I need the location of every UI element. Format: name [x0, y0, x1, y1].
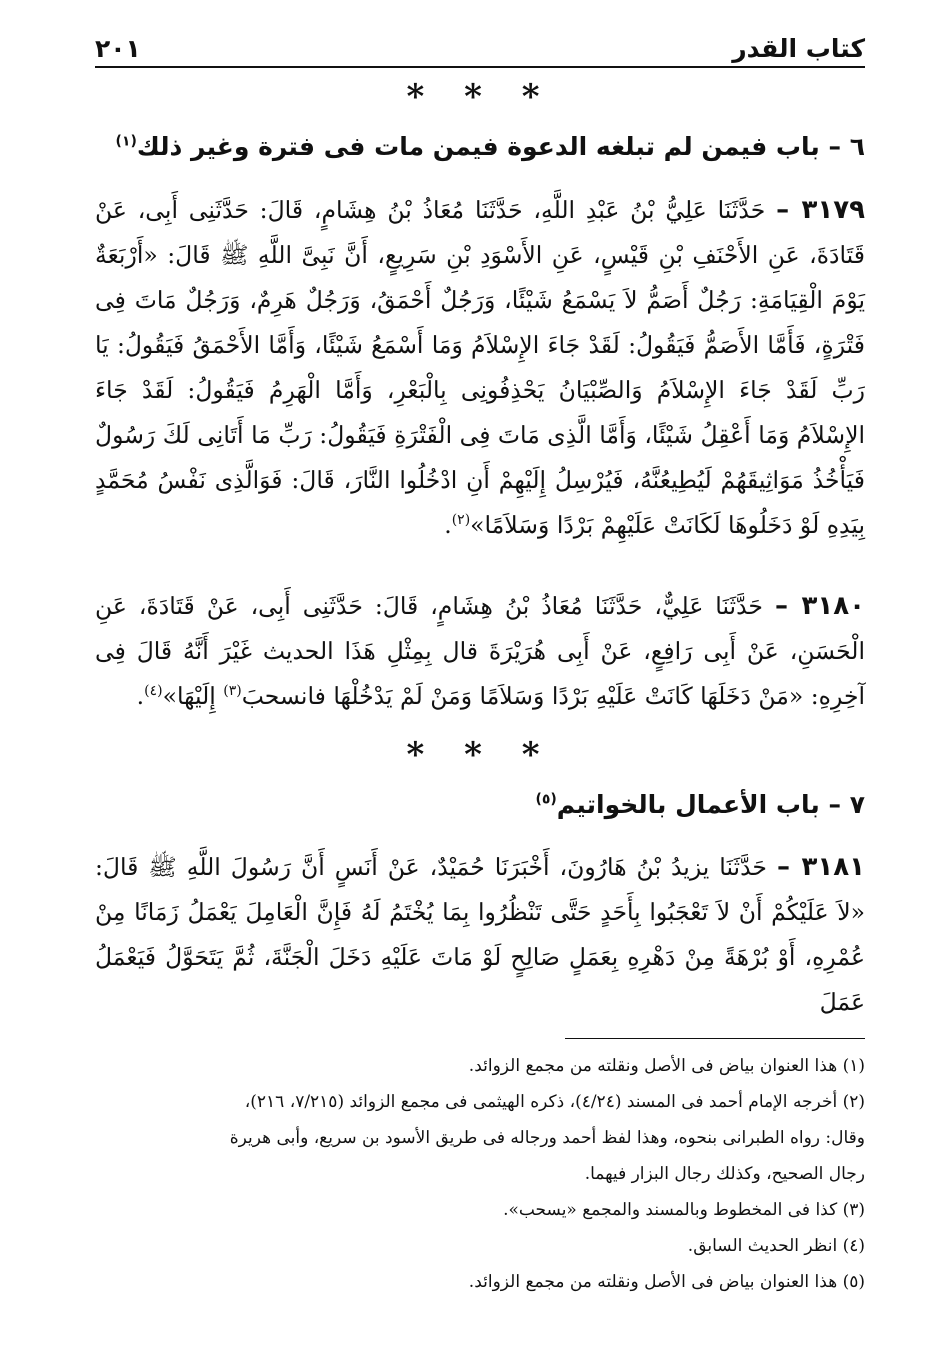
hadith-number: ٣١٧٩ – — [776, 195, 865, 225]
sentence-end: . — [444, 511, 452, 539]
footnote-line: (١) هذا العنوان بياض فى الأصل ونقلته من مجمع الزوائد. — [468, 1056, 865, 1076]
footnote-ref: (٢) — [451, 512, 471, 529]
sentence-end: . — [136, 682, 145, 710]
footnote-ref: (١) — [115, 133, 137, 150]
chapter-title: ٦ – باب فيمن لم تبلغه الدعوة فيمن مات فى فترة وغير ذلك — [136, 132, 865, 161]
hadith-3181 — [95, 845, 865, 1025]
footnote-ref: (٥) — [535, 791, 557, 808]
footnote-line: (٣) كذا فى المخطوط وبالمسند والمجمع «يسحب». — [503, 1200, 865, 1220]
chapter-heading-7 — [535, 790, 865, 819]
footnote-2 — [95, 1084, 865, 1192]
footnotes — [95, 1048, 865, 1300]
footnote-line: (٢) أخرجه الإمام أحمد فى المسند (٤/٢٤)، ذكره الهيثمى فى مجمع الزوائد (٧/٢١٥، ٢١٦)، — [244, 1092, 865, 1112]
hadith-text-end: إِلَيْهَا» — [162, 682, 224, 710]
footnote-line: وقال: رواه الطبرانى بنحوه، وهذا لفظ أحمد ورجاله فى طريق الأسود بن سريع، وأبى هريرة — [229, 1128, 865, 1148]
footnote-5 — [95, 1264, 865, 1300]
hadith-3180 — [95, 584, 865, 719]
page-number: ٢٠١ — [95, 34, 141, 63]
chapter-heading-6 — [115, 132, 865, 161]
hadith-text: حَدَّثَنَا يزيدُ بْنُ هَارُونَ، أَخْبَرَنَا حُمَيْدٌ، عَنْ أَنَسٍ أَنَّ رَسُولَ اللَّهِ ﷺ قَالَ: «لاَ عَلَيْكُمْ أَنْ لاَ تَعْجَبُوا بِأَحَدٍ حَتَّى تَنْظُرُوا بِمَا يُخْتَمُ لَهُ فَإِنَّ الْعَامِلَ يَعْمَلُ زَمَانًا مِنْ عُمْرِهِ، أَوْ بُرْهَةً مِنْ دَهْرِهِ بِعَمَلٍ صَالِحٍ لَوْ مَاتَ عَلَيْهِ دَخَلَ الْجَنَّةَ، ثُمَّ يَتَحَوَّلُ فَيَعْمَلُ عَمَلَ — [95, 853, 865, 1016]
running-header — [95, 22, 865, 68]
footnote-separator — [565, 1038, 865, 1039]
footnote-3 — [95, 1192, 865, 1228]
hadith-number: ٣١٨٠ – — [774, 591, 865, 621]
footnote-line: رجال الصحيح، وكذلك رجال البزار فيهما. — [584, 1164, 865, 1184]
footnote-ref: (٤) — [144, 683, 163, 700]
hadith-3179 — [95, 188, 865, 548]
footnote-ref: (٣) — [223, 683, 242, 700]
footnote-line: (٤) انظر الحديث السابق. — [687, 1236, 865, 1256]
separator-stars: * * * — [406, 735, 554, 775]
footnote-4 — [95, 1228, 865, 1264]
hadith-text: حَدَّثَنَا عَلِيٌّ، حَدَّثَنَا مُعَاذُ بْنُ هِشَامٍ، قَالَ: حَدَّثَنِى أَبِى، عَنْ قَتَادَةَ، عَنِ الْحَسَنِ، عَنْ أَبِى رَافِعٍ، عَنْ أَبِى هُرَيْرَةَ قال بِمِثْلِ هَذَا الحديث غَيْرَ أَنَّهُ قَالَ فِى آخِرِهِ: «مَنْ دَخَلَهَا كَانَتْ عَلَيْهِ بَرْدًا وَسَلاَمًا وَمَنْ لَمْ يَدْخُلْهَا فانسحبَ — [95, 592, 865, 710]
hadith-number: ٣١٨١ – — [776, 852, 865, 882]
book-title: كتاب القدر — [732, 34, 865, 63]
chapter-title: ٧ – باب الأعمال بالخواتيم — [556, 790, 865, 819]
hadith-text: حَدَّثَنَا عَلِيُّ بْنُ عَبْدِ اللَّهِ، حَدَّثَنَا مُعَاذُ بْنُ هِشَامٍ، قَالَ: حَدَّثَنِى أَبِى، عَنْ قَتَادَةَ، عَنِ الأَحْنَفِ بْنِ قَيْسٍ، عَنِ الأَسْوَدِ بْنِ سَرِيعٍ، أَنَّ نَبِىَّ اللَّهِ ﷺ قَالَ: «أَرْبَعَةٌ يَوْمَ الْقِيَامَةِ: رَجُلٌ أَصَمُّ لاَ يَسْمَعُ شَيْئًا، وَرَجُلٌ أَحْمَقُ، وَرَجُلٌ هَرِمٌ، وَرَجُلٌ مَاتَ فِى فَتْرَةٍ، فَأَمَّا الأَصَمُّ فَيَقُولُ: لَقَدْ جَاءَ الإِسْلاَمُ وَمَا أَسْمَعُ شَيْئًا، وَأَمَّا الأَحْمَقُ فَيَقُولُ: يَا رَبِّ لَقَدْ جَاءَ الإِسْلاَمُ وَالصِّبْيَانُ يَحْذِفُونِى بِالْبَعْرِ، وَأَمَّا الْهَرِمُ فَيَقُولُ: لَقَدْ جَاءَ الإِسْلاَمُ وَمَا أَعْقِلُ شَيْئًا، وَأَمَّا الَّذِى مَاتَ فِى الْفَتْرَةِ فَيَقُولُ: رَبِّ مَا أَتَانِى لَكَ رَسُولٌ فَيَأْخُذُ مَوَاثِيقَهُمْ لَيُطِيعُنَّهُ، فَيُرْسِلُ إِلَيْهِمْ أَنِ ادْخُلُوا النَّارَ، قَالَ: فَوَالَّذِى نَفْسُ مُحَمَّدٍ بِيَدِهِ لَوْ دَخَلُوهَا لَكَانَتْ عَلَيْهِمْ بَرْدًا وَسَلاَمًا» — [95, 196, 865, 539]
footnote-1 — [95, 1048, 865, 1084]
separator-stars: * * * — [406, 77, 554, 117]
footnote-line: (٥) هذا العنوان بياض فى الأصل ونقلته من مجمع الزوائد. — [468, 1272, 865, 1292]
